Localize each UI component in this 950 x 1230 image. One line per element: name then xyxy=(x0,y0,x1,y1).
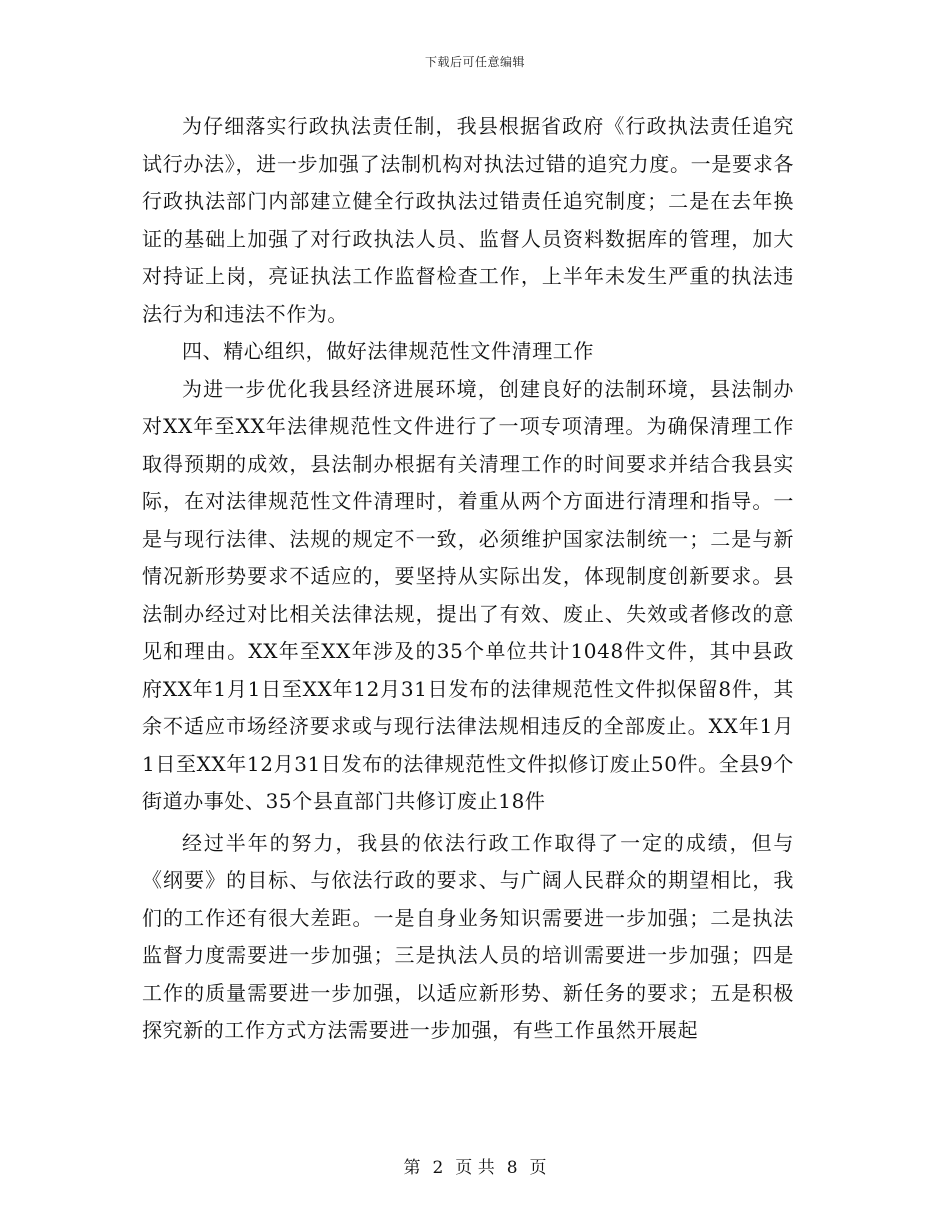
page-number: 2 xyxy=(432,1158,444,1178)
document-body xyxy=(142,108,794,1050)
section-heading-four: 四、精心组织，做好法律规范性文件清理工作 xyxy=(182,339,594,363)
page-middle: 页 共 xyxy=(455,1158,495,1178)
paragraph-accountability: 为仔细落实行政执法责任制，我县根据省政府《行政执法责任追究试行办法》，进一步加强了法制机构对执法过错的追究力度。一是要求各行政执法部门内部建立健全行政执法过错责任追究制度；二是在去年换证的基础上加强了对行政执法人员、监督人员资料数据库的管理，加大对持证上岗，亮证执法工作监督检查工作，上半年未发生严重的执法违法行为和违法不作为。 xyxy=(142,114,794,326)
paragraph-document-cleanup: 为进一步优化我县经济进展环境，创建良好的法制环境，县法制办对XX年至XX年法律规范性文件进行了一项专项清理。为确保清理工作取得预期的成效，县法制办根据有关清理工作的时间要求并结合我县实际，在对法律规范性文件清理时，着重从两个方面进行清理和指导。一是与现行法律、法规的规定不一致，必须维护国家法制统一；二是与新情况新形势要求不适应的，要坚持从实际出发，体现制度创新要求。县法制办经过对比相关法律法规，提出了有效、废止、失效或者修改的意见和理由。XX年至XX年涉及的35个单位共计1048件文件，其中县政府XX年1月1日至XX年12月31日发布的法律规范性文件拟保留8件，其余不适应市场经济要求或与现行法律法规相违反的全部废止。XX年1月1日至XX年12月31日发布的法律规范性文件拟修订废止50件。全县9个街道办事处、35个县直部门共修订废止18件 xyxy=(142,376,794,813)
header-text: 下载后可任意编辑 xyxy=(424,55,525,69)
page-prefix: 第 xyxy=(403,1158,421,1178)
page-footer xyxy=(0,1157,950,1179)
page-total: 8 xyxy=(506,1158,518,1178)
page-suffix: 页 xyxy=(529,1158,547,1178)
paragraph-summary: 经过半年的努力，我县的依法行政工作取得了一定的成绩，但与《纲要》的目标、与依法行政的要求、与广阔人民群众的期望相比，我们的工作还有很大差距。一是自身业务知识需要进一步加强；二是执法监督力度需要进一步加强；三是执法人员的培训需要进一步加强；四是工作的质量需要进一步加强，以适应新形势、新任务的要求；五是积极探究新的工作方式方法需要进一步加强，有些工作虽然开展起 xyxy=(142,830,794,1042)
page-header xyxy=(0,54,950,70)
